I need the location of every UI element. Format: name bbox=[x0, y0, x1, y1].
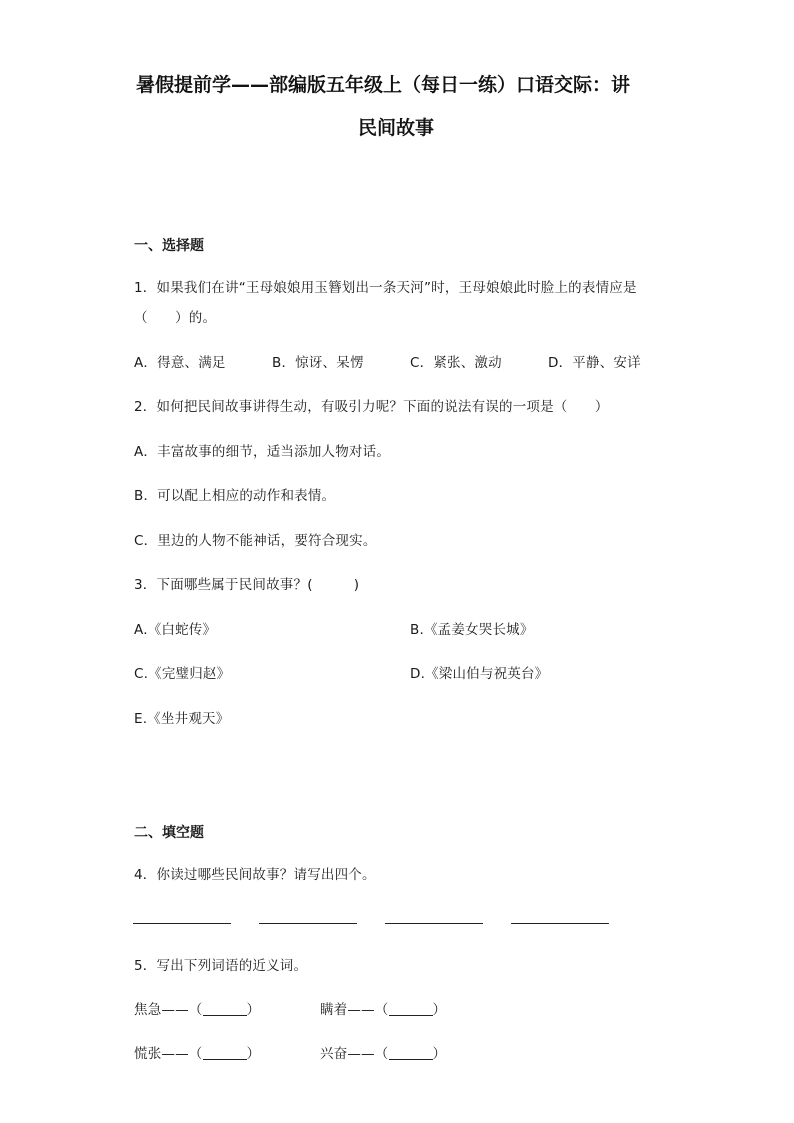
page-title-line1: 暑假提前学——部编版五年级上（每日一练）口语交际：讲 bbox=[136, 74, 631, 96]
question-1-stem-line1: 1．如果我们在讲“王母娘娘用玉簪划出一条天河”时，王母娘娘此时脸上的表情应是 bbox=[134, 280, 637, 296]
question-1-stem-line2: （ ）的。 bbox=[134, 310, 217, 326]
question-1-option-c[interactable]: C．紧张、激动 bbox=[410, 355, 502, 371]
question-5-stem: 5．写出下列词语的近义词。 bbox=[134, 958, 308, 974]
question-2-option-b[interactable]: B．可以配上相应的动作和表情。 bbox=[134, 488, 336, 504]
question-2-option-a[interactable]: A．丰富故事的细节，适当添加人物对话。 bbox=[134, 444, 391, 460]
synonym-word: 焦急——（ bbox=[134, 1002, 203, 1018]
synonym-item-3 bbox=[134, 1042, 260, 1062]
question-1-option-b[interactable]: B．惊讶、呆愣 bbox=[272, 355, 364, 371]
answer-blank-2[interactable] bbox=[259, 923, 357, 924]
question-1-option-d[interactable]: D．平静、安详 bbox=[548, 355, 641, 371]
synonym-answer-blank[interactable] bbox=[389, 1045, 433, 1060]
section-heading-choice: 一、选择题 bbox=[134, 238, 204, 254]
question-2-stem: 2．如何把民间故事讲得生动，有吸引力呢？下面的说法有误的一项是（ ） bbox=[134, 399, 609, 415]
answer-blank-3[interactable] bbox=[385, 923, 483, 924]
synonym-answer-blank[interactable] bbox=[203, 1045, 247, 1060]
synonym-close-paren: ） bbox=[246, 1046, 261, 1062]
synonym-item-1 bbox=[134, 998, 260, 1018]
question-3-option-e[interactable]: E.《坐井观天》 bbox=[134, 711, 230, 727]
answer-blank-4[interactable] bbox=[511, 923, 609, 924]
synonym-close-paren: ） bbox=[432, 1002, 447, 1018]
synonym-word: 兴奋——（ bbox=[320, 1046, 389, 1062]
section-heading-fill: 二、填空题 bbox=[134, 825, 204, 841]
synonym-item-4 bbox=[320, 1042, 446, 1062]
page-title-line2: 民间故事 bbox=[358, 117, 435, 139]
question-3-stem: 3．下面哪些属于民间故事？( ) bbox=[134, 577, 360, 593]
question-4-stem: 4．你读过哪些民间故事？请写出四个。 bbox=[134, 867, 376, 883]
synonym-answer-blank[interactable] bbox=[203, 1001, 247, 1016]
synonym-word: 慌张——（ bbox=[134, 1046, 203, 1062]
synonym-answer-blank[interactable] bbox=[389, 1001, 433, 1016]
synonym-word: 瞒着——（ bbox=[320, 1002, 389, 1018]
question-3-option-d[interactable]: D.《梁山伯与祝英台》 bbox=[410, 666, 549, 682]
question-3-option-c[interactable]: C.《完璧归赵》 bbox=[134, 666, 231, 682]
question-3-option-b[interactable]: B.《孟姜女哭长城》 bbox=[410, 622, 534, 638]
synonym-close-paren: ） bbox=[432, 1046, 447, 1062]
question-1-option-a[interactable]: A．得意、满足 bbox=[134, 355, 226, 371]
answer-blank-1[interactable] bbox=[133, 923, 231, 924]
question-2-option-c[interactable]: C．里边的人物不能神话，要符合现实。 bbox=[134, 533, 377, 549]
synonym-item-2 bbox=[320, 998, 446, 1018]
synonym-close-paren: ） bbox=[246, 1002, 261, 1018]
question-3-option-a[interactable]: A.《白蛇传》 bbox=[134, 622, 217, 638]
